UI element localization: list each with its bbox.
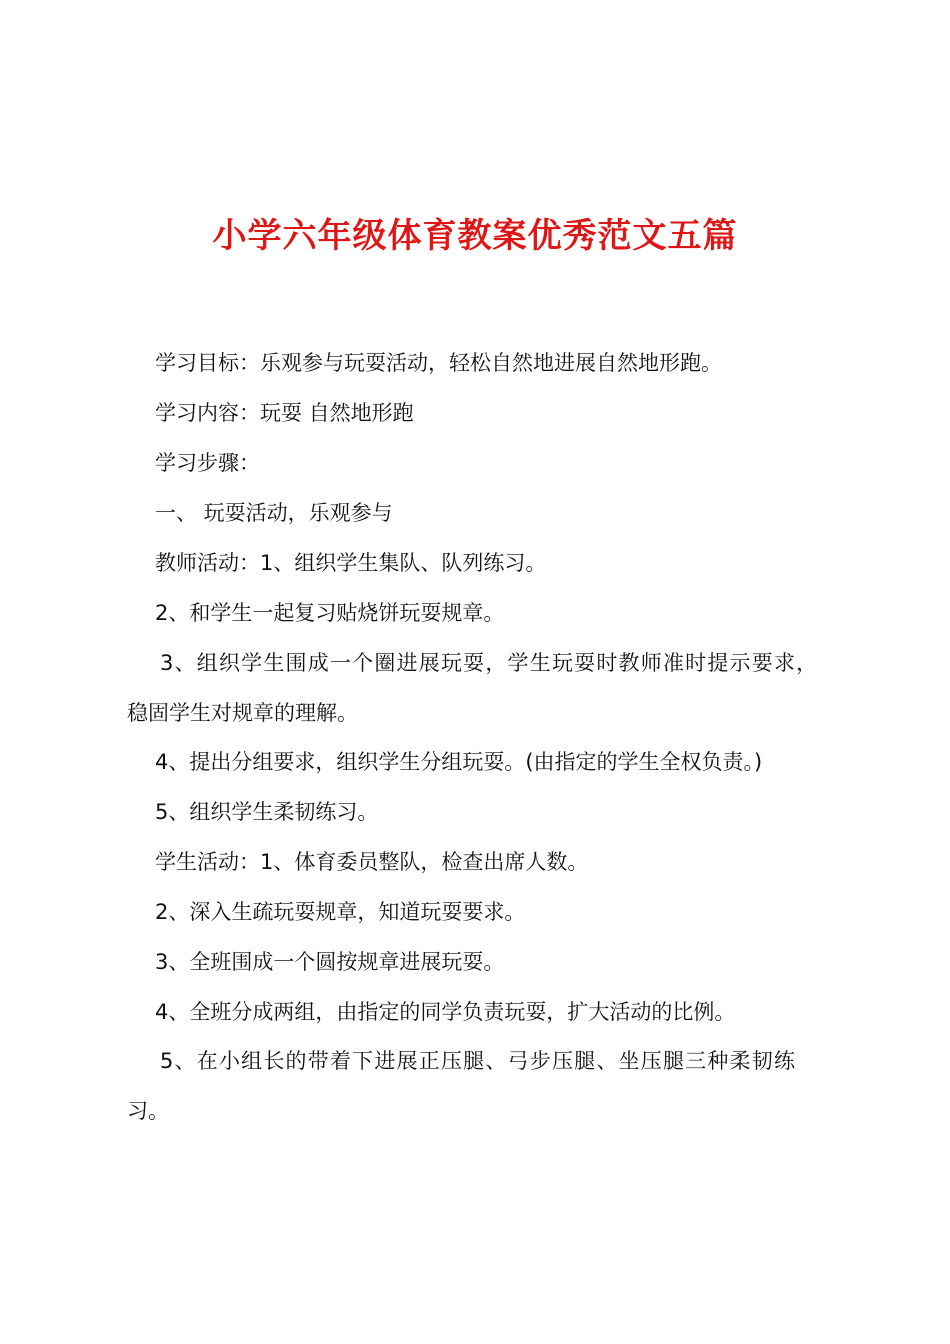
teacher-activity-3-continued: 稳固学生对规章的理解。 [127,701,358,725]
student-activity-4: 4、全班分成两组，由指定的同学负责玩耍，扩大活动的比例。 [155,1000,736,1024]
student-activity-5: 5、在小组长的带着下进展正压腿、弓步压腿、坐压腿三种柔韧练 [160,1049,797,1073]
student-activity-1: 学生活动：1、体育委员整队，检查出席人数。 [155,850,589,874]
paragraph-learning-goal: 学习目标：乐观参与玩耍活动，轻松自然地进展自然地形跑。 [155,351,722,375]
teacher-activity-3: 3、组织学生围成一个圈进展玩耍，学生玩耍时教师准时提示要求， [160,651,819,675]
paragraph-learning-content: 学习内容：玩耍 自然地形跑 [155,401,414,425]
document-title: 小学六年级体育教案优秀范文五篇 [212,216,738,256]
student-activity-5-continued: 习。 [127,1099,169,1123]
teacher-activity-5: 5、组织学生柔韧练习。 [155,800,379,824]
teacher-activity-2: 2、和学生一起复习贴烧饼玩耍规章。 [155,601,505,625]
paragraph-learning-steps: 学习步骤： [155,451,260,475]
section-heading-1: 一、 玩耍活动，乐观参与 [155,501,393,525]
student-activity-3: 3、全班围成一个圆按规章进展玩耍。 [155,950,505,974]
teacher-activity-4: 4、提出分组要求，组织学生分组玩耍。(由指定的学生全权负责。) [155,750,763,774]
teacher-activity-1: 教师活动：1、组织学生集队、队列练习。 [155,551,547,575]
student-activity-2: 2、深入生疏玩耍规章，知道玩耍要求。 [155,900,526,924]
